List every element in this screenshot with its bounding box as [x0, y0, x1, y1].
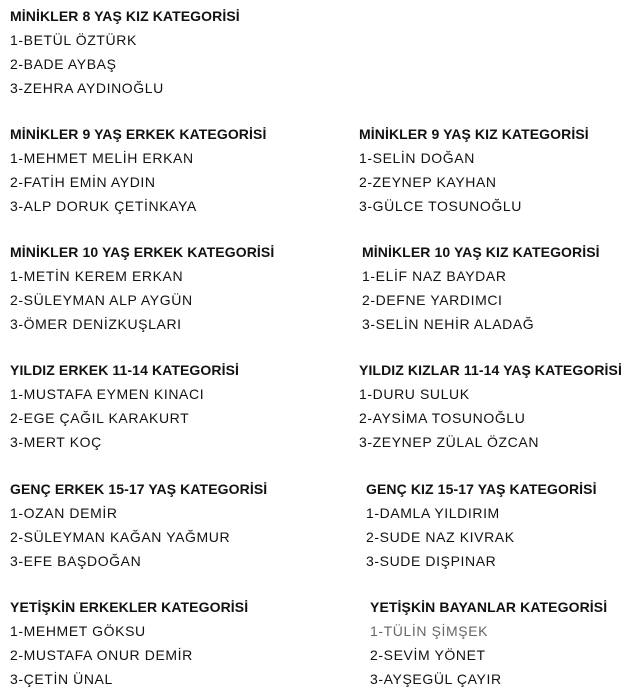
list-item: 1-DURU SULUK — [359, 386, 470, 402]
list-item: 3-SUDE DIŞPINAR — [366, 553, 497, 569]
category-title: YILDIZ KIZLAR 11-14 YAŞ KATEGORİSİ — [359, 362, 622, 378]
list-item: 2-MUSTAFA ONUR DEMİR — [10, 647, 193, 663]
category-block-minikler-9-kiz — [359, 122, 589, 218]
list-item: 1-OZAN DEMİR — [10, 505, 118, 521]
list-item: 3-ZEHRA AYDINOĞLU — [10, 80, 164, 96]
list-item: 1-MUSTAFA EYMEN KINACI — [10, 386, 205, 402]
category-title: GENÇ KIZ 15-17 YAŞ KATEGORİSİ — [366, 481, 597, 497]
category-title: MİNİKLER 9 YAŞ ERKEK KATEGORİSİ — [10, 126, 267, 142]
list-item: 1-SELİN DOĞAN — [359, 150, 475, 166]
list-item: 1-ELİF NAZ BAYDAR — [362, 268, 507, 284]
list-item: 2-SUDE NAZ KIVRAK — [366, 529, 515, 545]
list-item: 1-BETÜL ÖZTÜRK — [10, 32, 137, 48]
list-item: 2-SEVİM YÖNET — [370, 647, 486, 663]
category-title: MİNİKLER 8 YAŞ KIZ KATEGORİSİ — [10, 8, 240, 24]
category-title: YILDIZ ERKEK 11-14 KATEGORİSİ — [10, 362, 240, 378]
list-item: 3-GÜLCE TOSUNOĞLU — [359, 198, 522, 214]
category-block-yildiz-erkek — [10, 358, 239, 454]
list-item: 2-SÜLEYMAN ALP AYGÜN — [10, 292, 193, 308]
list-item: 2-ZEYNEP KAYHAN — [359, 174, 497, 190]
list-item: 1-MEHMET MELİH ERKAN — [10, 150, 194, 166]
list-item: 1-METİN KEREM ERKAN — [10, 268, 184, 284]
list-item: 3-AYŞEGÜL ÇAYIR — [370, 671, 502, 687]
list-item: 3-ALP DORUK ÇETİNKAYA — [10, 198, 197, 214]
category-title: MİNİKLER 9 YAŞ KIZ KATEGORİSİ — [359, 126, 589, 142]
category-title: YETİŞKİN ERKEKLER KATEGORİSİ — [10, 599, 249, 615]
list-item: 2-AYSİMA TOSUNOĞLU — [359, 410, 526, 426]
list-item: 3-EFE BAŞDOĞAN — [10, 553, 142, 569]
list-item: 1-DAMLA YILDIRIM — [366, 505, 500, 521]
list-item: 2-DEFNE YARDIMCI — [362, 292, 503, 308]
list-item: 3-MERT KOÇ — [10, 434, 102, 450]
category-block-yetiskin-erkekler — [10, 595, 248, 691]
category-block-yildiz-kizlar — [359, 358, 622, 454]
list-item: 2-EGE ÇAĞIL KARAKURT — [10, 410, 190, 426]
category-title: MİNİKLER 10 YAŞ ERKEK KATEGORİSİ — [10, 244, 275, 260]
list-item: 2-SÜLEYMAN KAĞAN YAĞMUR — [10, 529, 231, 545]
list-item: 3-ÇETİN ÜNAL — [10, 671, 113, 687]
category-block-minikler-9-erkek — [10, 122, 266, 218]
list-item: 3-SELİN NEHİR ALADAĞ — [362, 316, 535, 332]
list-item: 3-ZEYNEP ZÜLAL ÖZCAN — [359, 434, 540, 450]
category-title: YETİŞKİN BAYANLAR KATEGORİSİ — [370, 599, 608, 615]
category-title: GENÇ ERKEK 15-17 YAŞ KATEGORİSİ — [10, 481, 268, 497]
list-item: 3-ÖMER DENİZKUŞLARI — [10, 316, 182, 332]
category-block-yetiskin-bayanlar — [370, 595, 607, 691]
category-block-minikler-10-kiz — [362, 240, 600, 336]
category-block-genc-erkek — [10, 477, 267, 573]
list-item: 2-BADE AYBAŞ — [10, 56, 117, 72]
category-title: MİNİKLER 10 YAŞ KIZ KATEGORİSİ — [362, 244, 600, 260]
category-block-genc-kiz — [366, 477, 597, 573]
category-block-minikler-10-erkek — [10, 240, 274, 336]
list-item: 2-FATİH EMİN AYDIN — [10, 174, 156, 190]
list-item: 1-TÜLİN ŞİMŞEK — [370, 623, 489, 639]
list-item: 1-MEHMET GÖKSU — [10, 623, 146, 639]
category-block-minikler-8-kiz — [10, 4, 240, 100]
